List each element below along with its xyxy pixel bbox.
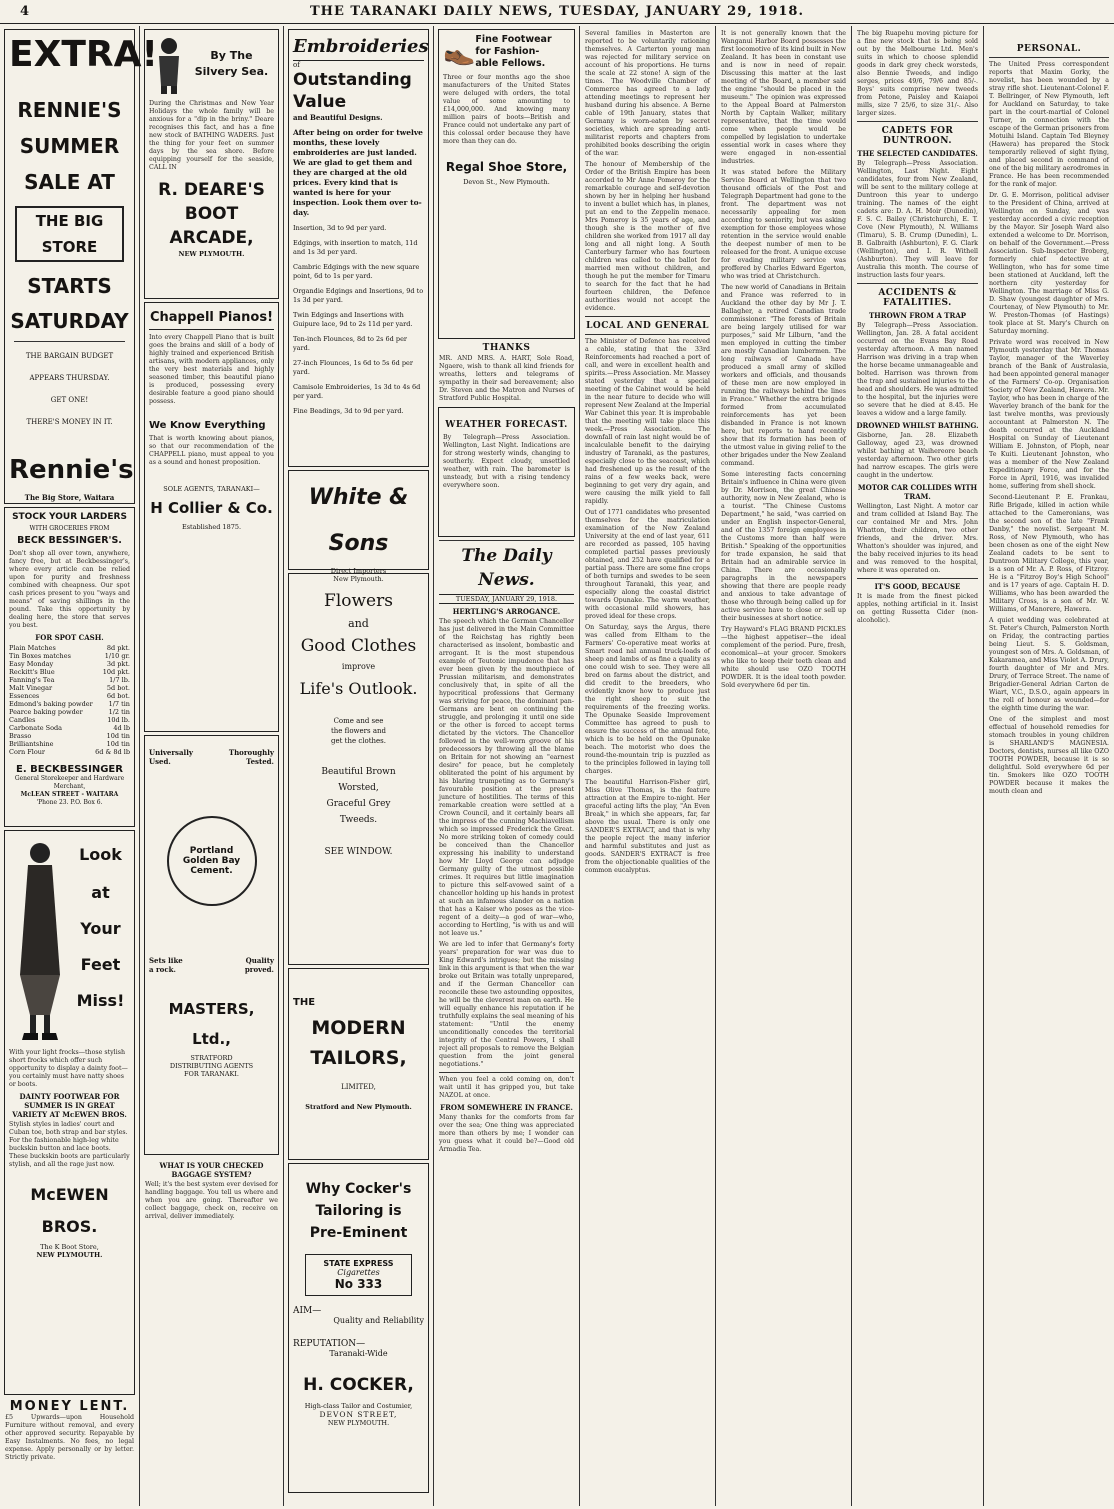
deare-sub: NEW PLYMOUTH.: [178, 250, 245, 258]
cement-name-1: Portland: [189, 846, 234, 856]
personal-text-1: The United Press correspondent reports that Maxim Gorky, the novelist, has been wounded by a stray rifle shot. Lieutenant-Colonel F. T. Bellringer, of New Plymouth, left for Auckland on Saturday, to take part in the court-martial of Colonel Turner, in connection with the escape of the German prisoners from Motuihi Island. Captain Ted Bleyney (Hawera) has prepared the Stock temporarily relieved of sight flying, and placed second in command of one of the big military aerodromes in France. He has been recommended for the rank of major.: [989, 61, 1109, 188]
thanks-text: MR. AND MRS. A. HART, Sole Road, Ngaere, wish to thank all kind friends for wreaths, letters and telegrams of sympathy in their sad bereavement; also Dr. Steven and the Matron and Nurses of Stratford Public Hospital.: [439, 355, 574, 402]
good-text: It is made from the finest picked apples, nothing artificial in it. Insist on getting Russetta Cider (non-alcoholic).: [857, 593, 978, 624]
sole-agents: SOLE AGENTS, TARANAKI—: [163, 485, 260, 493]
regal-sub: Devon St., New Plymouth.: [463, 178, 550, 186]
regal-name: Regal Shoe Store,: [445, 160, 568, 174]
budget-line-4: THERE'S MONEY IN IT.: [26, 418, 113, 426]
price-item: Carbonate Soda: [9, 724, 63, 732]
state-express-2: Cigarettes: [337, 1268, 380, 1277]
price-item: Edmond's baking powder: [9, 700, 93, 708]
column-5: [580, 26, 716, 1506]
page-number: 4: [20, 4, 31, 19]
mcewen-sub-2: NEW PLYMOUTH.: [36, 1251, 103, 1259]
daily-news-title: The Daily News.: [461, 546, 552, 590]
modern-sub-1: LIMITED,: [341, 1083, 376, 1091]
price-row: [9, 660, 130, 668]
modern-line-3: TAILORS,: [310, 1047, 407, 1069]
cement-ad: [144, 735, 279, 1155]
beck-footer-name: E. BECKBESSINGER: [16, 764, 123, 775]
col7-text-1: The big Ruapehu moving picture for a fine new stock that is being sold out by the Melbourne Ltd. Men's suits in which to choose splendid goods in dark grey check worsteds, also Bennie Tweeds, and indigo serges, prices 49/6, 79/6 and 85/-. Boys' suits comprise new tweeds from Petone, Paisley and Kaiapoi mills, size 7 25/6, to size 31/-. Also larger sizes.: [857, 30, 978, 117]
white-sons-sub-2: New Plymouth.: [333, 575, 384, 583]
dainty-text: Stylish styles in ladies' court and Cuban toe, both strap and bar styles. For the fashionable high-leg white buckskin button and lace boots. These buckskin boots are particularly stylish, and all the rage just now.: [9, 1121, 130, 1168]
regal-shoe-ad: [438, 29, 575, 339]
extra-heading: EXTRA!: [9, 34, 158, 75]
collier-established: Established 1875.: [181, 523, 242, 531]
price-item: Plain Matches: [9, 644, 56, 652]
embroidery-price-line: Fine Beadings, 3d to 9d per yard.: [293, 407, 404, 415]
money-lent-heading: MONEY LENT.: [9, 1399, 130, 1414]
embroidery-price-line: Ten-inch Flounces, 8d to 2s 6d per yard.: [293, 335, 408, 352]
look-line-1: Look: [79, 845, 122, 864]
personal-text-2: Dr. G. E. Morrison, political adviser to the President of China, arrived at Wellington on Sunday, and was yesterday accorded a civic reception by the Mayor. Sir Joseph Ward also extended a welcome to Dr. Morrison, on behalf of the Government.—Press Association. Sub-Inspector Broberg, formerly chief detective at Wellington, who has for some time been stationed at Auckland, left the northern city yesterday for Wellington. The marriage of Miss G. D. Shaw (youngest daughter of Mrs. Courtenay, of New Plymouth) to Mr. W. Preston-Thomas (of Hastings) took place at St. Mary's Church on Saturday morning.: [989, 192, 1109, 335]
beck-heading: STOCK YOUR LARDERS: [12, 512, 127, 522]
beck-footer-line-3: 'Phone 23. P.O. Box 6.: [36, 799, 103, 806]
chappell-ad: [144, 302, 279, 732]
cocker-sub-1: High-class Tailor and Costumier,: [304, 1402, 413, 1410]
price-value: 1/7 tin: [108, 700, 130, 708]
reputation-value: Taranaki-Wide: [329, 1349, 388, 1358]
weather-heading: WEATHER FORECAST.: [445, 420, 568, 430]
drowned-heading: DROWNED WHILST BATHING.: [856, 421, 979, 430]
cadets-text: By Telegraph—Press Association. Wellington, Last Night. Eight candidates, four from New Zealand, will be sent to the military college at Duntroon this year to undergo training. The names of the eight cadets are: D. A. H. Moir (Dunedin), F. S. C. Bailey (Christchurch), E. T. Cove (New Plymouth), N. Williams (Timaru), S. B. Crump (Dunedin), L. B. Galbraith (Ashburton), F. G. Clark (Wellington), and I. R. Withell (Ashburton). They will leave for Australia this month. The course of instruction lasts four years.: [857, 160, 978, 279]
price-item: Pearce baking powder: [9, 708, 83, 716]
masters-sub-3: FOR TARANAKI.: [184, 1070, 239, 1078]
footwear-head-3: able Fellows.: [475, 58, 546, 69]
cement-name-2: Golden Bay: [182, 856, 241, 866]
price-row: [9, 676, 130, 684]
modern-tailors-ad: [288, 968, 429, 1160]
column-2: [140, 26, 284, 1506]
price-row: [9, 748, 130, 756]
personal-text-3: Private word was received in New Plymouth yesterday that Mr. Thomas Taylor, manager of the Waverley branch of the Bank of Australasia, had been appointed general manager of the Farmers' Co-op. Organisation Society of New Zealand, Hawera. Mr. Taylor, who has been in charge of the Waverley branch of the bank for the last twelve months, was previously accountant at Palmerston N. The death occurred at the Auckland Hospital on Sunday of Lieutenant William E. Johnston, of Ploph, near Te Kuiti. Lieutenant Johnston, who was a member of the New Zealand Expeditionary Force, and for the Force in April, 1916, was invalided home, suffering from shell shock.: [989, 339, 1109, 490]
white-sons-name: White & Sons: [308, 485, 409, 556]
cement-bottom-left: Sets like: [149, 956, 183, 965]
masters-name: MASTERS, Ltd.,: [168, 1000, 255, 1048]
column-8: [984, 26, 1114, 1506]
silvery-text: During the Christmas and New Year Holidays the whole family will be anxious for a "dip in the briny." Deare recognises this fact, and has a fine new stock of BATHING WADERS. Just the thing for your feet on summer days by the sea shore. Before equipping yourself for the seaside, CALL IN: [149, 100, 274, 171]
price-value: 4d lb: [113, 724, 130, 732]
footwear-head-2: for Fashion-: [475, 46, 540, 57]
footwear-text: Three or four months ago the shoe manufacturers of the United States were deluged with orders, the total value of some amounting to £14,000,000. And knowing many million pairs of boots—British and France could not undertake any part of this colossal order because they have more than they can do.: [443, 74, 570, 145]
col6-text-2: It was stated before the Military Service Board at Wellington that two thousand officials of the Post and Telegraph Department had gone to the front. The department was not necessarily appealing for men according to seniority, but was asking exemption for those employees whose retention in the service would enable the deepest number of men to be released for the front. A unique excuse for evading military service was proffered by Charles Edward Egerton, who was tried at Christchurch.: [721, 169, 846, 280]
outstanding-line: Outstanding: [293, 70, 412, 90]
cadets-heading: CADETS FOR DUNTROON.: [881, 126, 954, 146]
weather-text: By Telegraph—Press Association. Wellington, Last Night. Indications are for strong westerly winds, changing to southerly. Expect cloudy, unsettled weather, with rain. The barometer is unsteady, but with a rising tendency everywhere soon.: [443, 434, 570, 489]
budget-line-3: GET ONE!: [50, 396, 89, 404]
deare-ad: [144, 29, 279, 299]
price-value: 1/7 lb.: [109, 676, 130, 684]
rennies-line-1: RENNIE'S: [17, 98, 122, 122]
price-value: 6d bot.: [106, 692, 130, 700]
flowers-text-1: Come and see: [333, 717, 384, 725]
hertling-heading: HERTLING'S ARROGANCE.: [452, 607, 561, 616]
cocker-ad: [288, 1163, 429, 1493]
price-value: 8d pkt.: [106, 644, 130, 652]
price-item: Corn Flour: [9, 748, 46, 756]
price-row: [9, 668, 130, 676]
price-value: 10d tin: [106, 732, 130, 740]
worsted-line-1: Beautiful Brown: [321, 767, 396, 777]
price-item: Reckitt's Blue: [9, 668, 55, 676]
price-row: [9, 740, 130, 748]
price-value: 10d tin: [106, 740, 130, 748]
cement-top-right-2: Tested.: [246, 757, 274, 766]
collier-name: H Collier & Co.: [150, 499, 273, 517]
price-row: [9, 700, 130, 708]
cocker-name: H. COCKER,: [303, 1375, 414, 1395]
embroideries-heading: Embroideries: [293, 34, 424, 61]
worsted-line-4: Tweeds.: [339, 815, 378, 825]
big-store-badge: THE BIG STORE: [15, 206, 124, 262]
flowers-line-2: and: [348, 617, 369, 630]
local-text-2: Out of 1771 candidates who presented themselves for the matriculation examination of the New Zealand University at the end of last year, 611 are recorded as passed, 105 having completed partial passes previously obtained, and 252 have qualified for a partial pass. There are some fine crops of both turnips and swedes to be seen throughout Taranaki, this year, and especially along the coastal district towards Opunake. The warm weather, with occasional mild showers, has proved ideal for these crops.: [585, 509, 710, 620]
modern-sub-2: Stratford and New Plymouth.: [305, 1103, 412, 1111]
price-row: [9, 644, 130, 652]
flowers-line-1: Flowers: [324, 591, 393, 611]
chappell-text: Into every Chappell Piano that is built goes the brains and skill of a body of highly trained and experienced British artisans, with modern appliances, only the very best materials and highly seasoned timber, this beautiful piano is produced, possessing every desirable feature a good piano should possess.: [149, 334, 274, 405]
price-value: 3d pkt.: [106, 660, 130, 668]
rennies-line-2: SUMMER: [19, 134, 120, 158]
price-row: [9, 732, 130, 740]
deare-line-3: ARCADE,: [169, 228, 254, 248]
flowers-text-3: get the clothes.: [330, 737, 386, 745]
deare-line-1: R. DEARE'S: [158, 180, 265, 200]
price-value: 1/2 tin: [108, 708, 130, 716]
worsted-line-3: Graceful Grey: [326, 799, 391, 809]
white-sons-sub-1: Direct Importers: [330, 567, 387, 575]
editorial-date: TUESDAY, JANUARY 29, 1918.: [439, 594, 574, 604]
local-text-1: The Minister of Defence has received a cable, stating that the 33rd Reinforcements had reached a port of call, and were in excellent health and spirits.—Press Association. Mr. Massey stated yesterday that a special meeting of the Cabinet would be held in the near future to decide who will represent New Zealand at the Imperial War Cabinet this year. It is improbable that the meeting will take place this week.—Press Association. The downfall of rain last night would be of incalculable benefit to the dairying industry of Taranaki, as the pastures, especially close to the seacoast, which had freshened up as the result of the rains of a few weeks back, were beginning to get very dry again, and were causing the milk yield to fall rapidly.: [585, 338, 711, 505]
embroideries-text: After being on order for twelve months, these lovely embroideries are just landed. We are glad to get them and they are charged at the old prices. Every kind that is wanted is here for your inspection. Look them over to-day.: [293, 128, 423, 217]
know-heading: We Know Everything: [149, 420, 266, 431]
look-line-5: Miss!: [76, 991, 125, 1010]
col5-text-2: The honour of Membership of the Order of the British Empire has been accorded to Mr Anne Pomeroy for the remarkable courage and self-devotion shown by her in helping her husband to invent a bullet which has, in planes, put an end to the Zeppelin menace. Mrs Pomeroy is 35 years of age, and though she is the mother of five children she worked from 1917 all day long and all night long. A South Canterbury farmer who has fourteen children was called to the ballot for married men without children, and though he put the member for Timaru to search for the fact that he had fourteen children, the Defence authorities would not accept the evidence.: [585, 161, 710, 312]
worsted-line-2: Worsted,: [338, 783, 379, 793]
masters-sub-1: STRATFORD: [190, 1054, 233, 1062]
beck-name: BECK BESSINGER'S.: [17, 535, 122, 546]
cement-bottom-right-2: proved.: [244, 965, 274, 974]
aim-value: Quality and Reliability: [333, 1316, 424, 1325]
embroidery-price-line: Camisole Embroideries, 1s 3d to 4s 6d per yard.: [293, 383, 421, 400]
column-7: [852, 26, 984, 1506]
price-row: [9, 724, 130, 732]
hertling-text-2: We are led to infer that Germany's forty years' preparation for war was due to King Edward's intrigues; but the missing link in this argument is that when the war broke out Britain was totally unprepared, and if the German Chancellor can reconcile these two astounding opposites, he will be the cleverest man on earth. He will equally enhance his reputation if he truthfully explains the seal meaning of his statement: "Until the enemy unconditionally concedes the territorial integrity of the Central Powers, I shall reject all proposals to remove the Belgian question from the joint general negotiations.": [439, 941, 574, 1068]
chappell-heading: Chappell Pianos!: [149, 307, 274, 330]
france-text: Many thanks for the comforts from far over the sea; One thing was appreciated more than others by me; I wonder can you guess what it could be?—Good old Armadia Tea.: [439, 1114, 574, 1153]
column-1: [0, 26, 158, 1506]
thanks-heading: THANKS: [482, 343, 531, 353]
beck-footer-line-2: McLEAN STREET - WAITARA: [20, 791, 119, 798]
personal-text-4: Second-Lieutenant P. E. Frankau, Rifle Brigade, killed in action while attached to the Cameronians, was the second son of the late "Frank Danby," the novelist. Sergeant M. Ross, of New Plymouth, who has been chosen as one of the eight New Zealand cadets to be sent to Duntroon Military College, this year, is a son of Mr. A. P. Ross, of Fitzroy. He is a "Fitzroy Boy's High School" and is 17 years of age. Captain H. D. Williams, who has been awarded the Military Cross, is a son of Mr. W. Williams, of Manorere, Hawera.: [989, 494, 1109, 613]
accidents-heading: ACCIDENTS & FATALITIES.: [878, 288, 957, 308]
by-the-line: By The: [210, 49, 253, 62]
price-item: Candles: [9, 716, 36, 724]
rennies-ad: [4, 29, 158, 504]
price-row: [9, 692, 130, 700]
silvery-sea-line: Silvery Sea.: [194, 65, 269, 78]
price-item: Brasso: [9, 732, 32, 740]
cadets-subheading: THE SELECTED CANDIDATES.: [857, 149, 978, 158]
price-value: 5d bot.: [106, 684, 130, 692]
see-window: SEE WINDOW.: [324, 847, 393, 857]
embroidery-price-line: Cambric Edgings with the new square point, 6d to 1s per yard.: [293, 263, 420, 280]
embroidery-price-line: Organdie Edgings and Insertions, 9d to 1s 3d per yard.: [293, 287, 424, 304]
beautiful-designs: and Beautiful Designs.: [293, 113, 383, 122]
drowned-text: Gisborne, Jan. 28. Elizabeth Galloway, aged 23, was drowned whilst bathing at Waihereore beach yesterday afternoon. Two other girls had narrow escapes. The girls were caught in the undertow.: [857, 432, 978, 479]
flowers-ad: [288, 573, 429, 965]
deare-line-2: BOOT: [184, 204, 239, 224]
spot-cash-heading: FOR SPOT CASH.: [35, 633, 104, 642]
price-list: [9, 644, 130, 756]
embroidery-price-line: Twin Edgings and Insertions with Guipure lace, 9d to 2s 11d per yard.: [293, 311, 413, 328]
look-line-4: Feet: [80, 955, 121, 974]
thrown-text: By Telegraph—Press Association. Wellington, Jan. 28. A fatal accident occurred on the Evans Bay Road yesterday afternoon. A man named Harrison was driving in a trap when the horse became unmanageable and bolted. Harrison was thrown from the trap and sustained injuries to the head and shoulders. He was admitted to the hospital, but the injuries were so severe that he died at 8.45. He leaves a widow and a large family.: [857, 322, 978, 417]
column-6: [716, 26, 852, 1506]
rennies-line-3: SALE AT: [24, 170, 115, 194]
aim-label: AIM—: [293, 1306, 322, 1316]
price-item: Essences: [9, 692, 40, 700]
cement-name-3: Cement.: [190, 866, 233, 876]
local-text-3: On Saturday, says the Argus, there was called from Eltham to the Farmers' Co-operative meat works at Smart road nal annual truck-loads of sheep and lambs of as fine a quality as one could wish to see. They were all bred on farms about the district, and did credit to the breeders, who evidently know how to produce just the right sheep to suit the requirements of the freezing works. The Opunake Seaside Improvement Committee has agreed to push to ensure the success of the annual fete, which is to be held on the Opunake beach. The motorist who does the round-the-mountain trip is puzzled as to the principles followed in laying toll charges.: [585, 624, 710, 775]
cocker-head-3: Pre-Eminent: [309, 1225, 408, 1241]
checked-baggage-text: Well; it's the best system ever devised for handling baggage. You tell us where and when you are going. Thereafter we collect baggage, check on, receive on arrival, deliver immediately.: [145, 1181, 278, 1220]
know-text: That is worth knowing about pianos, so that our recommendation of the CHAPPELL piano, must appeal to you as a sound and honest proposition.: [149, 435, 274, 466]
weather-box: [438, 407, 575, 537]
rennies-signature: Rennie's: [9, 455, 134, 485]
modern-line-1: THE: [293, 997, 316, 1008]
column-3: [284, 26, 434, 1506]
embroidery-price-line: Edgings, with insertion to match, 11d and 1s 3d per yard.: [293, 239, 418, 256]
motor-text: Wellington, Last Night. A motor car and tram collided at Island Bay. The car contained Mr and Mrs. John Whatton, their children, two other friends, and the driver. Mrs. Whatton's shoulder was injured, and the baby received injuries to its head and was removed to the hospital, where it was operated on.: [857, 503, 978, 574]
embroideries-ad: [288, 29, 429, 467]
rennies-signature-sub: The Big Store, Waitara: [24, 493, 115, 502]
look-text: With your light frocks—those stylish short frocks which offer such opportunity to display a dainty foot—you certainly must have natty shoes or boots.: [9, 1049, 128, 1088]
hertling-text: The speech which the German Chancellor has just delivered in the Main Committee of the Reichstag has rightly been characterised as insolent, bombastic and arrogant. It is the most stupendous example of Teutonic impudence that has ever been given by the mouthpiece of Prussian militarism, and demonstrates conclusively that, in spite of all the hypocritical professions that Germany was striving for peace, the dominant pan-Germans are bent on continuing the struggle, and prolonging it until one side or the other is forced to accept terms dictated by the victors. The Chancellor followed in the well-worn groove of his predecessors by throwing all the blame on Britain for not showing an "earnest desire" for peace, but he completely obliterated the point of his argument by his blaring trumpeting as to Germany's favourable position at the present juncture of hostilities. The terms of this remarkable creation were settled at a Crown Council, and it certainly bears all the impress of the cunning Machiavellism which so impressed Frederick the Great. No more striking token of comedy could be conceived than the Chancellor expressing his inability to understand how Mr Lloyd George can adjudge Germany guilty of the utmost possible crimes. It requires but little imagination to picture this self-avowed saint of a chancellor holding up his hands in protest at such an infamous slander on a nation that has a Kaiser who poses as the vice-regent of a deity—a god of war—who, according to Hertling, "is with us and will not leave us.": [439, 618, 574, 937]
flowers-text-2: the flowers and: [330, 727, 387, 735]
cement-bottom-right: Quality: [245, 956, 274, 965]
cement-top-right: Thoroughly: [228, 748, 274, 757]
cement-top-left: Universally: [149, 748, 193, 757]
lady-figure-icon: [10, 835, 70, 1045]
state-express-box: [305, 1254, 412, 1296]
beckbessinger-ad: [4, 507, 135, 827]
mcewen-ad: [4, 830, 135, 1395]
cocker-sub-2: DEVON STREET,: [319, 1410, 398, 1419]
lady-feet-illustration: [9, 835, 71, 1049]
col6-text-5: Try Hayward's FLAG BRAND PICKLES—the highest appetiser—the ideal complement of the period. Pure, fresh, economical—at your grocer. Smokers who like to keep their teeth clean and white should use OZO TOOTH POWDER. It is the ideal tooth powder. Sold everywhere 6d per tin.: [721, 626, 846, 689]
checked-baggage-heading: WHAT IS YOUR CHECKED BAGGAGE SYSTEM?: [159, 1161, 264, 1179]
state-express-1: STATE EXPRESS: [323, 1259, 394, 1268]
boot-icon: 👞: [443, 37, 476, 67]
personal-heading: PERSONAL.: [1016, 44, 1082, 54]
nazol-text: When you feel a cold coming on, don't wait until it has gripped you, but take NAZOL at once.: [439, 1076, 574, 1099]
beck-text: Don't shop all over town, anywhere, fancy free, but at Beckbessinger's, where every article can be relied upon for purity and freshness combined with cheapness. Our spot cash prices present to you "ways and means" of saving shillings in the pound. Take this opportunity by dealing here, the store that serves you best.: [9, 550, 130, 629]
price-value: 6d & 8d lb: [95, 748, 130, 756]
masthead: [0, 0, 1114, 24]
footwear-head-1: Fine Footwear: [475, 34, 552, 45]
price-item: Fanning's Tea: [9, 676, 55, 684]
price-item: Malt Vinegar: [9, 684, 53, 692]
price-value: 10d pkt.: [102, 668, 130, 676]
cocker-head-2: Tailoring is: [315, 1203, 402, 1219]
budget-line-2: APPEARS THURSDAY.: [29, 374, 110, 382]
column-4: [434, 26, 580, 1506]
embroideries-of: of: [293, 61, 300, 69]
newspaper-title: THE TARANAKI DAILY NEWS, TUESDAY, JANUARY 29, 1918.: [309, 4, 804, 19]
personal-text-5: A quiet wedding was celebrated at St. Peter's Church, Palmerston North on Friday, the contracting parties being Lieut. S. S. Goldsman, youngest son of Mrs. A. Goldsman, of Kakaramea, and Miss Violet A. Drury, fourth daughter of Mr and Mrs. Drury, of Terrace Street. The name of Brigadier-General Adrian Carton de Wiart, V.C., D.S.O., again appears in the roll of honour as wounded—for the eighth time during the war.: [989, 617, 1109, 712]
col6-text-1: It is not generally known that the Wanganui Harbor Board possesses the first locomotive of its kind built in New Zealand. It has been in constant use and is now in need of repair. Discussing this matter at the last meeting of the Board, a member said the engine "should be placed in the museum." The opinion was expressed to the Appeal Board at Palmerston North by Captain Walker, military representative, that the time would come when people would be compelled by legislation to undertake essential work in cases where they were engaged in non-essential industries.: [721, 30, 846, 165]
mcewen-sub-1: The K Boot Store,: [40, 1243, 99, 1251]
beck-footer-line-1: General Storekeeper and Hardware Merchant,: [14, 775, 125, 790]
embroidery-price-line: Insertion, 3d to 9d per yard.: [293, 224, 387, 232]
france-heading: FROM SOMEWHERE IN FRANCE.: [440, 1103, 573, 1112]
price-item: Easy Monday: [9, 660, 54, 668]
flowers-line-5: Life's Outlook.: [299, 679, 418, 698]
reputation-label: REPUTATION—: [293, 1339, 366, 1349]
cement-seal: [167, 816, 257, 906]
price-row: [9, 716, 130, 724]
white-sons-ad: [288, 470, 429, 583]
price-item: Brilliantshine: [9, 740, 54, 748]
cocker-head-1: Why Cocker's: [305, 1181, 412, 1197]
flowers-line-4: improve: [341, 662, 376, 671]
price-value: 10d lb.: [107, 716, 130, 724]
budget-line-1: THE BARGAIN BUDGET: [25, 352, 114, 360]
price-row: [9, 708, 130, 716]
masters-sub-2: DISTRIBUTING AGENTS: [169, 1062, 254, 1070]
money-lent-text: £5 Upwards—upon Household Furniture without removal, and every other approved security. Repayable by Easy Instalments. No fees, no legal expense. Apply personally or by letter. Strictly private.: [5, 1414, 134, 1461]
modern-line-2: MODERN: [311, 1017, 406, 1039]
local-general-heading: LOCAL AND GENERAL: [586, 321, 709, 331]
cement-top-left-2: Used.: [149, 757, 171, 766]
price-item: Tin Boxes matches: [9, 652, 71, 660]
cocker-sub-3: NEW PLYMOUTH.: [327, 1419, 390, 1427]
mcewen-name: McEWEN BROS.: [30, 1185, 109, 1236]
cement-bottom-left-2: a rock.: [149, 965, 176, 974]
motor-heading: MOTOR CAR COLLIDES WITH TRAM.: [857, 483, 978, 501]
embroideries-price-list: [293, 224, 424, 416]
flowers-line-3: Good Clothes: [300, 636, 417, 656]
col6-text-3: The new world of Canadians in Britain and France was referred to in Auckland the other day by Mr J. T. Ballagher, a retired Canadian trade commissioner. "The forests of Britain are being largely utilised for war purposes," said Mr Lilburn, "and the men employed in cutting the timber are mostly Canadian lumbermen. The long railways of Canada have produced a small army of skilled workers and officials, and thousands of these men are now employed in running the railways behind the lines in France." Whether the extra brigade formed from accumulated reinforcements has yet been disbanded in France is not known here, but reports to hand recently show that its formation has been of the utmost value in giving relief to the other brigades under the New Zealand command.: [721, 284, 846, 467]
beck-subheading: WITH GROCERIES FROM: [29, 525, 110, 532]
thrown-heading: THROWN FROM A TRAP: [868, 311, 967, 320]
look-line-2: at: [91, 883, 110, 902]
embroidery-price-line: 27-inch Flounces, 1s 6d to 5s 6d per yard.: [293, 359, 413, 376]
col6-text-4: Some interesting facts concerning Britain's influence in China were given by Dr. Morrison, the great Chinese authority, now in New Zealand, who is a tourist. "The Chinese Customs Department," he said, "was carried on under an English inspector-General, and of the 1357 foreign employees in the Customs more than half were British." Speaking of the opportunities for trade expansion, he said that Britain had an admirable service in China. There are occasionally paragraphs in the newspapers showing that there are people ready and anxious to take advantage of those who through being called up for active service have to close or sell up their businesses at short notice.: [721, 471, 846, 622]
personal-text-6: One of the simplest and most effectual of household remedies for stomach troubles in young children is SHARLAND'S MAGNESIA. Doctors, dentists, nurses all like OZO TOOTH POWDER, because it is so delightful. Sold everywhere 6d per tin. Smokers like OZO TOOTH POWDER because it makes the mouth clean and: [989, 716, 1109, 795]
look-line-3: Your: [80, 919, 121, 938]
saturday-line: SATURDAY: [10, 309, 129, 333]
dainty-heading: DAINTY FOOTWEAR FOR SUMMER IS IN GREAT VARIETY AT McEWEN BROS.: [12, 1092, 127, 1119]
starts-line: STARTS: [27, 274, 112, 298]
price-row: [9, 652, 130, 660]
state-express-3: No 333: [334, 1277, 383, 1291]
value-line: Value: [293, 92, 347, 112]
price-row: [9, 684, 130, 692]
bather-icon: [149, 34, 189, 94]
good-heading: IT'S GOOD, BECAUSE: [874, 582, 961, 591]
col5-text-1: Several families in Masterton are reported to be voluntarily rationing themselves. A Carterton young man was rejected for military service on account of his proportions. He turns the scale at 22 stone! A sign of the times. The Woodville Chamber of Commerce has agreed to a lady attending meetings to represent her husband during his absence. A Berne cable of 19th January, states that Germany is worn-eaten by secret societies, which are spreading anti-militarist reports and chapters from prohibited books describing the origin of the war.: [585, 30, 710, 157]
price-value: 1/10 gr.: [104, 652, 130, 660]
local-text-4: The beautiful Harrison-Fisher girl, Miss Olive Thomas, is the feature attraction at the Empire to-night. Her graceful acting lifts the play, "An Even Break," in which she appears, far, far above the usual. There is only one SANDER'S EXTRACT, and that is why the people reject the many inferior and harmful substitutes and just as goods. SANDER'S EXTRACT is free from the objectionable qualities of the common eucalyptus.: [585, 779, 710, 874]
